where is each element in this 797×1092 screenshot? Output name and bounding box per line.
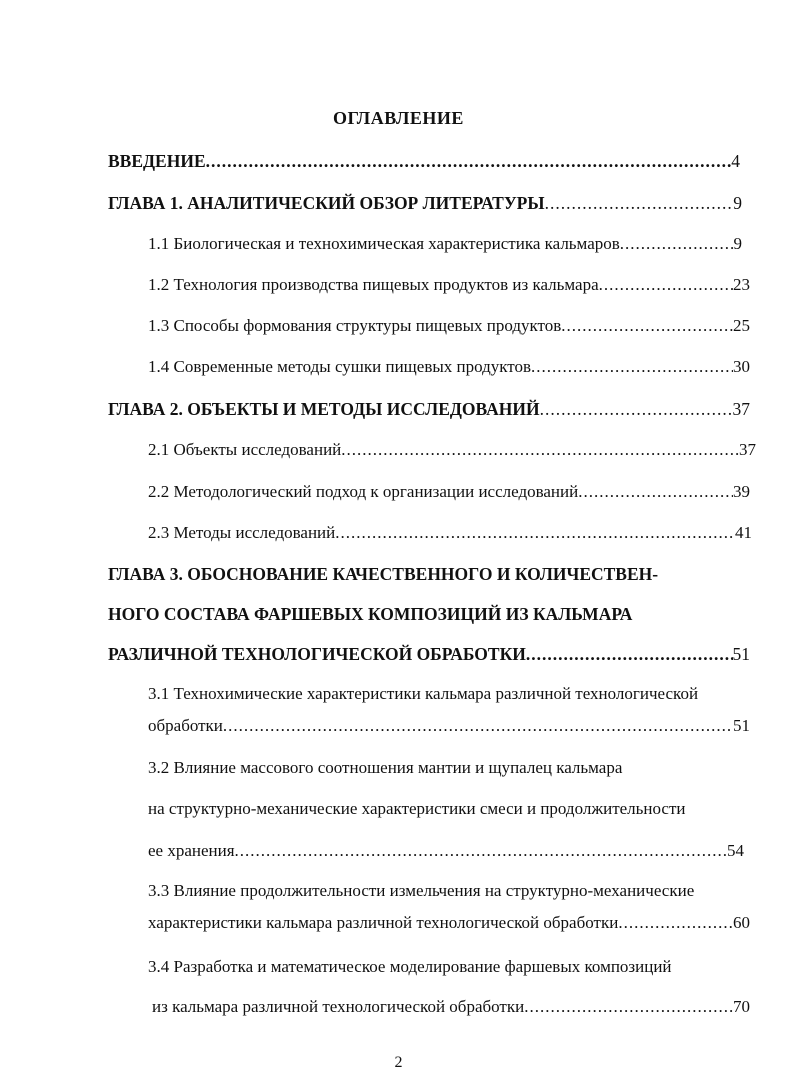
toc-entry-1-1[interactable] xyxy=(148,233,742,255)
toc-entry-1-3[interactable] xyxy=(148,315,750,337)
toc-leader-dots xyxy=(206,150,732,172)
toc-entry-1-2[interactable] xyxy=(148,274,750,296)
toc-entry-introduction[interactable] xyxy=(108,150,740,172)
toc-entry-text: 1.4 Современные методы сушки пищевых продуктов xyxy=(148,357,532,376)
toc-leader-dots xyxy=(223,715,733,737)
toc-leader-dots xyxy=(524,996,733,1018)
toc-entry-3-1-line-1[interactable]: 3.1 Технохимические характеристики кальмара различной технологической xyxy=(148,684,699,703)
page-title: ОГЛАВЛЕНИЕ xyxy=(333,108,464,128)
toc-leader-dots xyxy=(235,840,727,862)
toc-leader-dots xyxy=(526,643,733,665)
toc-leader-dots xyxy=(540,398,733,420)
toc-entry-3-3[interactable] xyxy=(148,912,750,934)
toc-leader-dots xyxy=(545,192,734,214)
toc-entry-1-4[interactable] xyxy=(148,356,750,378)
toc-entry-chapter-3-line-1[interactable]: ГЛАВА 3. ОБОСНОВАНИЕ КАЧЕСТВЕННОГО И КОЛИЧЕСТВЕН- xyxy=(108,564,659,584)
toc-entry-3-1[interactable] xyxy=(148,715,750,737)
toc-entry-page: 60 xyxy=(733,913,750,932)
toc-entry-3-2-line-2[interactable]: на структурно-механические характеристики смеси и продолжительности xyxy=(148,799,686,818)
toc-entry-text: 1.1 Биологическая и технохимическая характеристика кальмаров xyxy=(148,234,620,253)
toc-entry-page: 39 xyxy=(733,482,750,501)
toc-entry-3-4-line-1[interactable]: 3.4 Разработка и математическое моделирование фаршевых композиций xyxy=(148,957,672,976)
toc-entry-text: 2.1 Объекты исследований xyxy=(148,440,342,459)
toc-leader-dots xyxy=(531,356,733,378)
toc-entry-2-3[interactable] xyxy=(148,522,752,544)
toc-entry-page: 41 xyxy=(735,523,752,542)
toc-entry-text: ВВЕДЕНИЕ xyxy=(108,151,206,171)
toc-entry-2-1[interactable] xyxy=(148,439,756,461)
toc-entry-page: 23 xyxy=(733,275,750,294)
toc-entry-page: 37 xyxy=(739,440,756,459)
toc-entry-text: 2.2 Методологический подход к организации исследований xyxy=(148,482,579,501)
toc-leader-dots xyxy=(618,912,733,934)
toc-leader-dots xyxy=(561,315,733,337)
toc-leader-dots xyxy=(578,481,733,503)
toc-entry-page: 9 xyxy=(733,234,742,253)
toc-entry-text: ГЛАВА 2. ОБЪЕКТЫ И МЕТОДЫ ИССЛЕДОВАНИЙ xyxy=(108,399,540,419)
toc-entry-chapter-1[interactable] xyxy=(108,192,742,214)
toc-entry-chapter-3-line-2[interactable]: НОГО СОСТАВА ФАРШЕВЫХ КОМПОЗИЦИЙ ИЗ КАЛЬМАРА xyxy=(108,604,633,624)
toc-entry-3-2[interactable] xyxy=(148,840,744,862)
toc-entry-3-2-line-1[interactable]: 3.2 Влияние массового соотношения мантии и щупалец кальмара xyxy=(148,758,623,777)
toc-entry-page: 25 xyxy=(733,316,750,335)
toc-entry-page: 4 xyxy=(731,151,740,171)
toc-entry-text: РАЗЛИЧНОЙ ТЕХНОЛОГИЧЕСКОЙ ОБРАБОТКИ xyxy=(108,644,526,664)
toc-entry-page: 54 xyxy=(727,841,744,860)
toc-entry-page: 51 xyxy=(733,716,750,735)
toc-entry-text: 1.3 Способы формования структуры пищевых продуктов xyxy=(148,316,562,335)
toc-entry-text: обработки xyxy=(148,716,223,735)
toc-entry-text: 1.2 Технология производства пищевых продуктов из кальмара xyxy=(148,275,599,294)
toc-leader-dots xyxy=(620,233,734,255)
toc-leader-dots xyxy=(341,439,739,461)
toc-leader-dots xyxy=(335,522,735,544)
toc-entry-text: 2.3 Методы исследований xyxy=(148,523,336,542)
toc-entry-page: 51 xyxy=(732,644,750,664)
toc-entry-3-3-line-1[interactable]: 3.3 Влияние продолжительности измельчения на структурно-механические xyxy=(148,881,695,900)
toc-entry-text: ее хранения xyxy=(148,841,235,860)
toc-entry-text: ГЛАВА 1. АНАЛИТИЧЕСКИЙ ОБЗОР ЛИТЕРАТУРЫ xyxy=(108,193,545,213)
toc-entry-chapter-3[interactable] xyxy=(108,643,750,665)
toc-leader-dots xyxy=(599,274,733,296)
toc-entry-page: 9 xyxy=(733,193,742,213)
toc-entry-2-2[interactable] xyxy=(148,481,750,503)
toc-entry-chapter-2[interactable] xyxy=(108,398,750,420)
toc-entry-page: 30 xyxy=(733,357,750,376)
page-number: 2 xyxy=(394,1054,403,1071)
toc-entry-3-4[interactable] xyxy=(152,996,750,1018)
toc-entry-text: из кальмара различной технологической обработки xyxy=(152,997,525,1016)
toc-entry-page: 37 xyxy=(732,399,750,419)
toc-entry-text: характеристики кальмара различной технологической обработки xyxy=(148,913,619,932)
toc-entry-page: 70 xyxy=(733,997,750,1016)
